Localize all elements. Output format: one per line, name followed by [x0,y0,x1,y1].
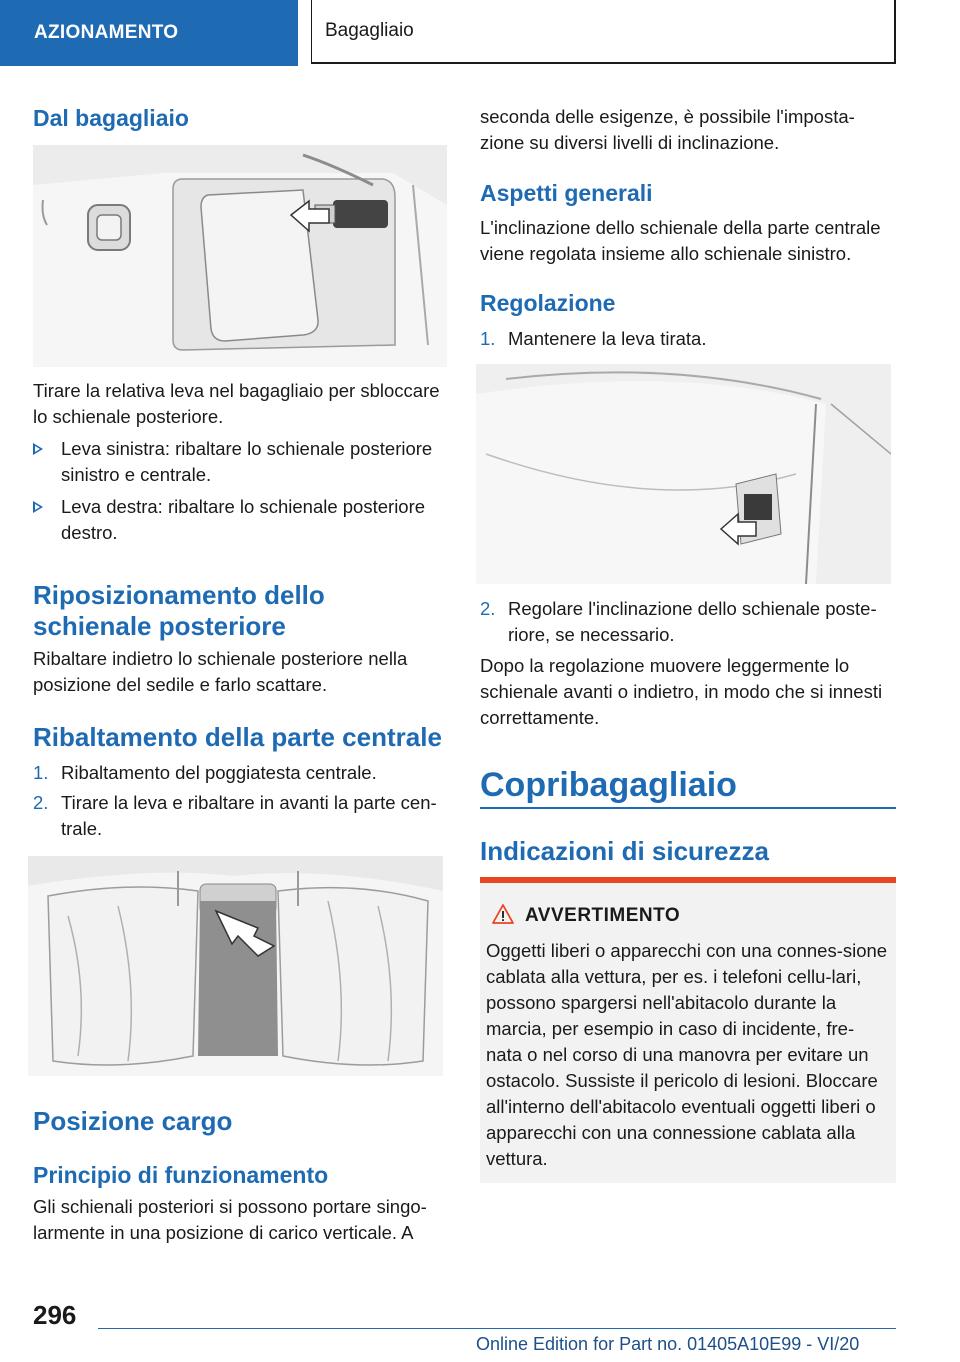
heading-principio: Principio di funzionamento [33,1162,329,1188]
step-text: Tirare la leva e ribaltare in avanti la parte cen-trale. [61,792,437,839]
step-number: 1. [33,762,49,783]
heading-underline [480,807,896,809]
heading-regolazione: Regolazione [480,290,616,316]
warning-title: AVVERTIMENTO [525,905,681,926]
bullet-text: Leva destra: ribaltare lo schienale posteriore destro. [61,496,426,543]
footer-edition: Online Edition for Part no. 01405A10E99 - VI/20 [476,1334,860,1354]
step-number: 2. [480,598,496,619]
bullet-triangle-icon [33,443,43,455]
bullet-triangle-icon [33,501,43,513]
image-trunk-lever [33,145,447,367]
chapter-title: Bagagliaio [312,0,896,64]
image-rear-seat-center [28,856,443,1076]
warning-triangle-icon [492,904,514,924]
paragraph-aspetti: L'inclinazione dello schienale della parte centrale viene regolata insieme allo schienale sinistro. [480,217,881,264]
paragraph-tirare: Tirare la relativa leva nel bagagliaio per sbloccare lo schienale posteriore. [33,380,440,427]
step-text: Regolare l'inclinazione dello schienale poste-riore, se necessario. [508,598,877,645]
heading-posizione-cargo: Posizione cargo [33,1106,233,1136]
heading-aspetti-generali: Aspetti generali [480,180,653,206]
paragraph-riposizionamento: Ribaltare indietro lo schienale posteriore nella posizione del sedile e farlo scattare. [33,648,408,695]
paragraph-principio: Gli schienali posteriori si possono portare singo-larmente in una posizione di carico verticale. A [33,1196,427,1243]
warning-bar [480,877,896,883]
section-tab: AZIONAMENTO [0,0,298,66]
step-number: 1. [480,328,496,349]
bullet-text: Leva sinistra: ribaltare lo schienale posteriore sinistro e centrale. [61,438,433,485]
heading-indicazioni: Indicazioni di sicurezza [480,836,769,866]
footer-rule [98,1328,896,1329]
paragraph-dopo: Dopo la regolazione muovere leggermente lo schienale avanti o indietro, in modo che si innesti correttamente. [480,655,883,728]
heading-ribaltamento: Ribaltamento della parte centrale [33,722,442,752]
step-number: 2. [33,792,49,813]
warning-text: Oggetti liberi o apparecchi con una connes-sione cablata alla vettura, per es. i telefoni cellu-lari, possono spargersi nell'abitacolo durante la marcia, per esempio in caso di incidente, fre-nata o nel corso di una manovra per evitare un ostacolo. Sussiste il pericolo di lesioni. Bloccare all'interno dell'abitacolo eventuali oggetti liberi o apparecchi con una connessione cablata alla vettura. [486,940,888,1169]
heading-riposizionamento: Riposizionamento dello schienale posteriore [33,580,325,641]
page-number: 296 [33,1300,77,1330]
heading-copribagagliaio: Copribagagliaio [480,766,737,804]
step-text: Ribaltamento del poggiatesta centrale. [61,762,377,783]
paragraph-continuation: seconda delle esigenze, è possibile l'imposta-zione su diversi livelli di inclinazione. [480,106,855,153]
step-text: Mantenere la leva tirata. [508,328,707,349]
image-seat-lever [476,364,891,584]
heading-dal-bagagliaio: Dal bagagliaio [33,105,189,131]
